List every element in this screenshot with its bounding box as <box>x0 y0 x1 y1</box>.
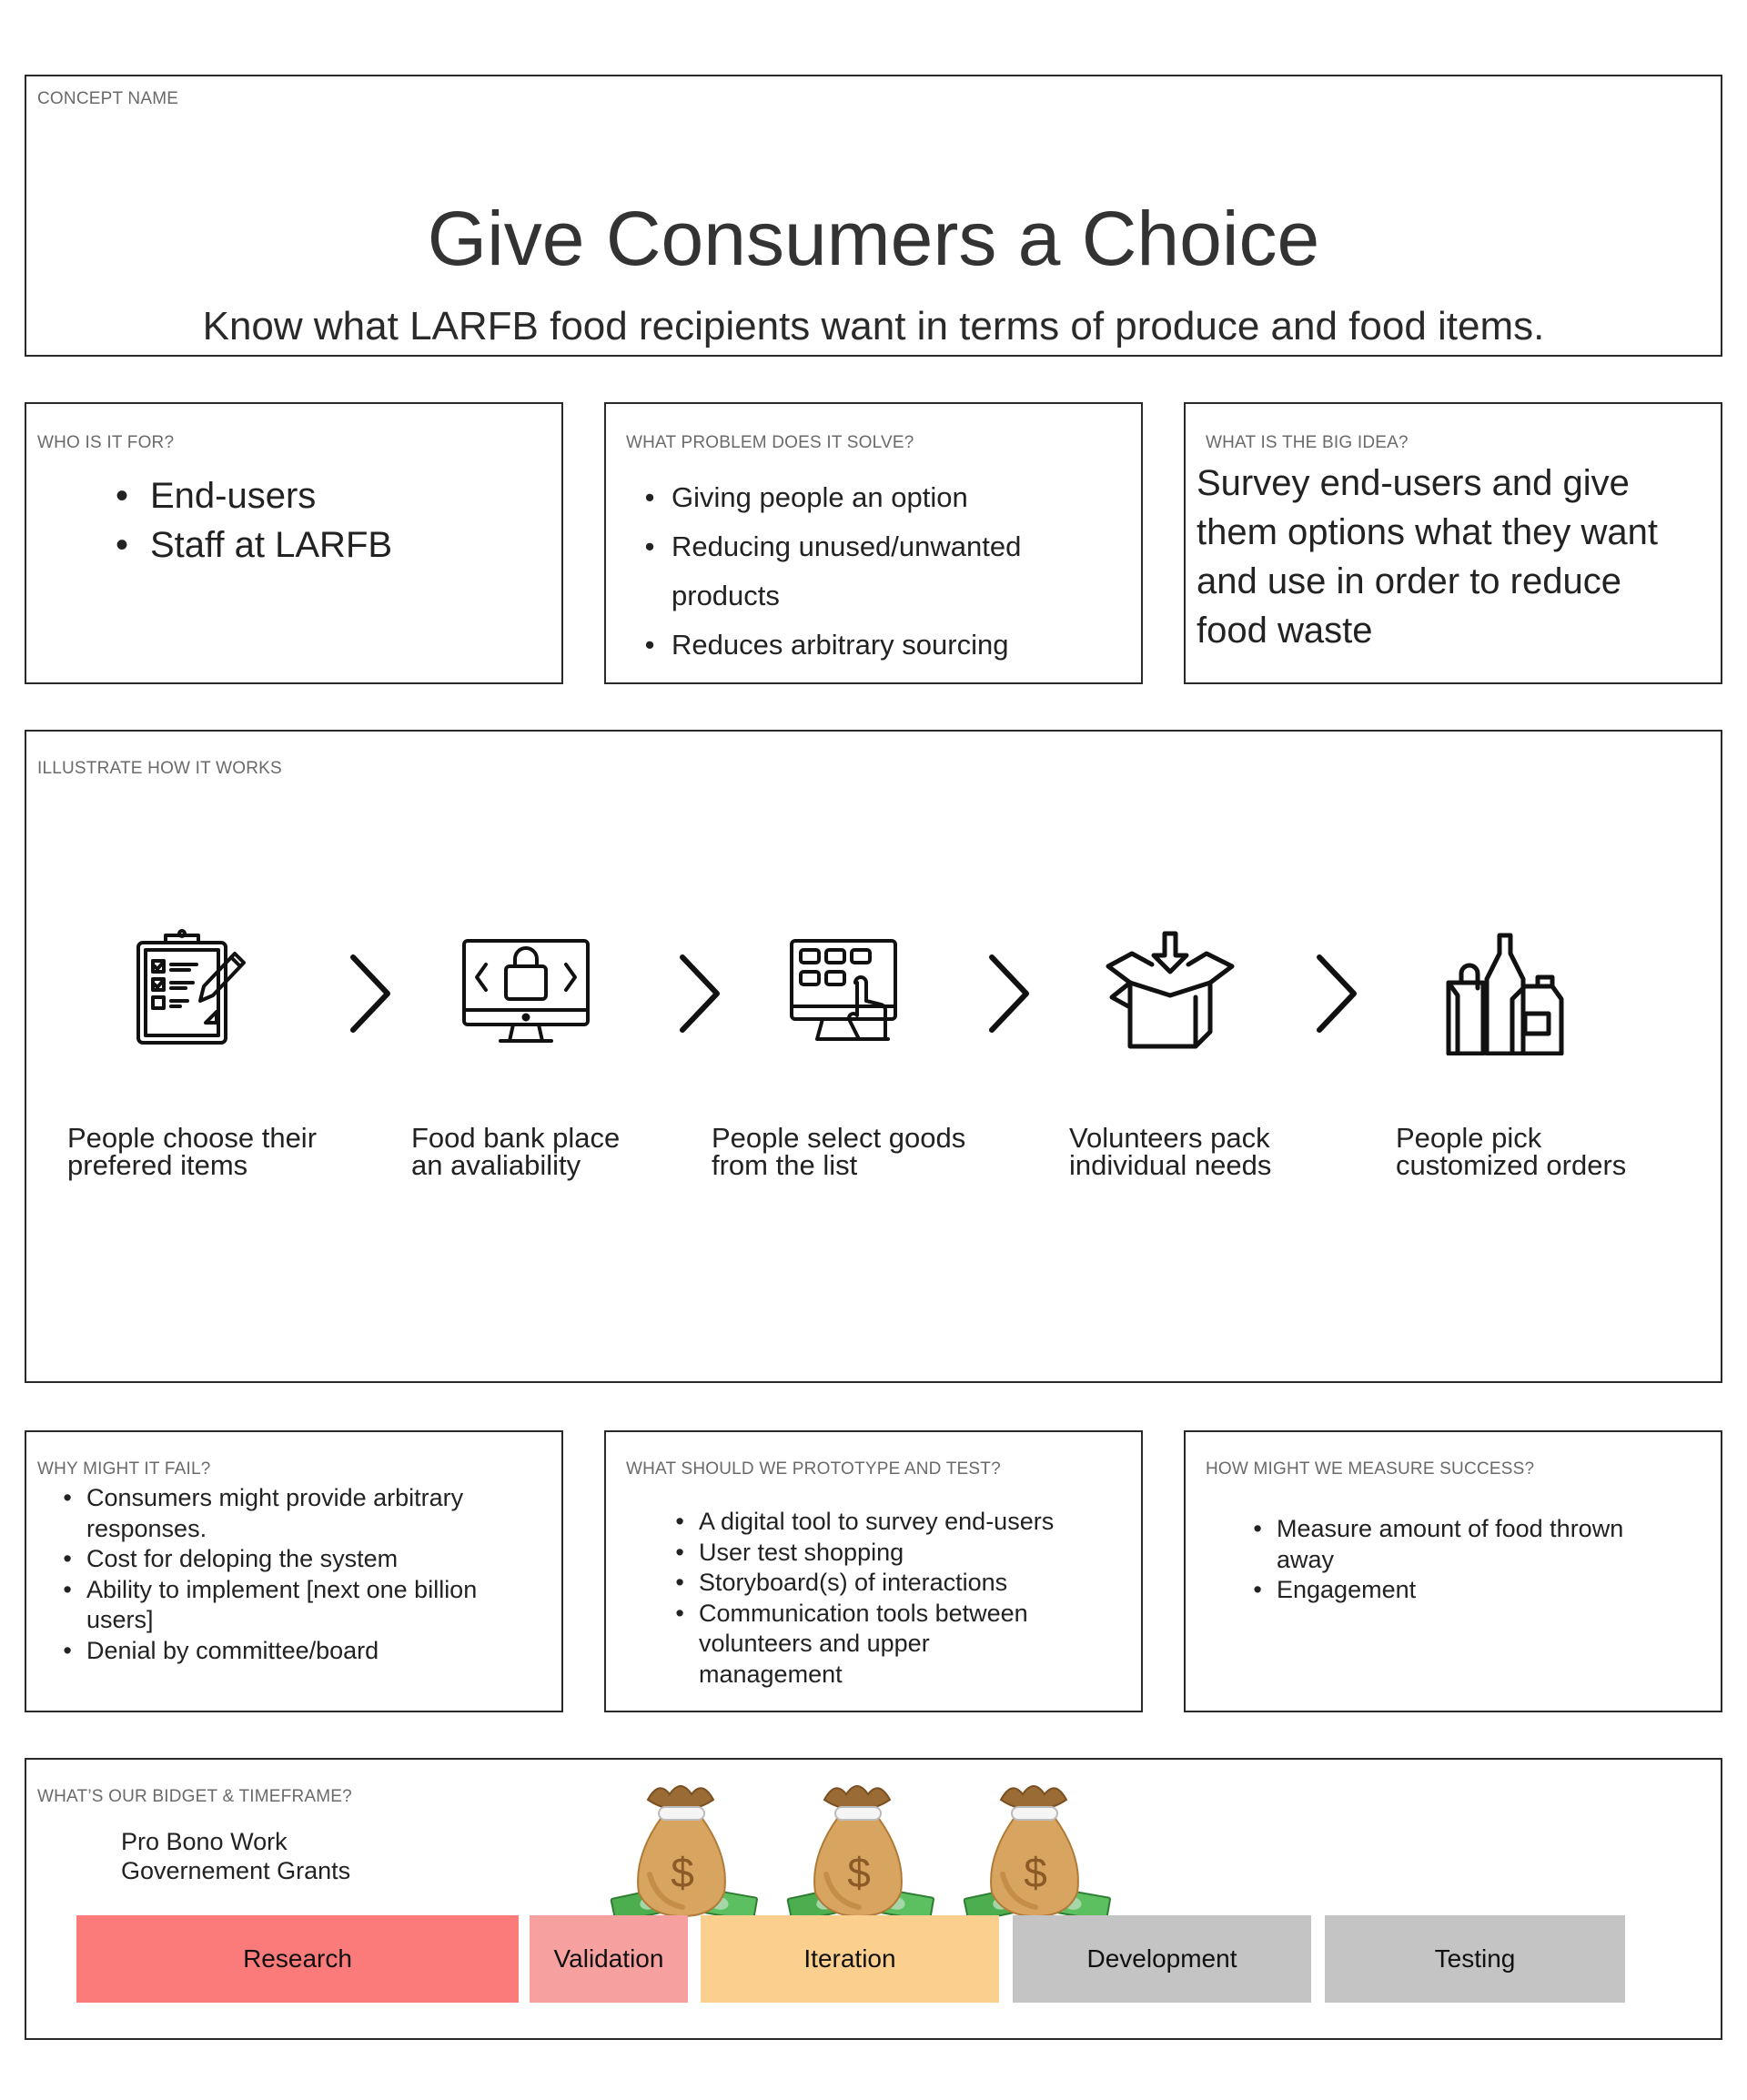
step-caption-line: an avaliability <box>411 1149 581 1181</box>
grocery-bag-icon <box>1443 932 1570 1055</box>
fail-card <box>25 1430 563 1712</box>
list-item: • Measure amount of food thrown away <box>1277 1514 1668 1575</box>
list-item: • Engagement <box>1277 1575 1668 1606</box>
list-item: • End-users <box>150 471 392 520</box>
step-caption <box>1069 1122 1272 1181</box>
money-bag-symbol: $ <box>847 1849 871 1896</box>
concept-subtitle: Know what LARFB food recipients want in terms of produce and food items. <box>202 304 1545 348</box>
step-caption-line: People select goods <box>712 1122 966 1154</box>
money-bag-icon <box>606 1774 762 1929</box>
fail-list <box>86 1483 514 1666</box>
prototype-list <box>699 1507 1063 1690</box>
phase-validation: Validation <box>530 1915 688 2003</box>
problem-list <box>672 473 1099 670</box>
list-item: • Ability to implement [next one billion users] <box>86 1575 514 1636</box>
kiosk-selection-icon <box>788 937 903 1048</box>
fail-label: WHY MIGHT IT FAIL? <box>37 1459 211 1479</box>
step-caption <box>712 1122 966 1181</box>
success-list <box>1277 1514 1668 1606</box>
step-caption-line: customized orders <box>1396 1149 1627 1181</box>
concept-label: CONCEPT NAME <box>37 89 179 108</box>
step-caption-line: individual needs <box>1069 1149 1272 1181</box>
step-caption <box>411 1122 621 1181</box>
problem-card <box>604 402 1143 684</box>
who-list <box>150 471 392 570</box>
big-idea-card <box>1184 402 1722 684</box>
list-item: • Staff at LARFB <box>150 520 392 570</box>
clipboard-checklist-icon <box>133 928 251 1046</box>
illustrate-card <box>25 730 1722 1383</box>
budget-line: Governement Grants <box>121 1857 351 1884</box>
step-caption-line: from the list <box>712 1149 858 1181</box>
list-item: • A digital tool to survey end-users <box>699 1507 1063 1538</box>
success-card <box>1184 1430 1722 1712</box>
step-caption <box>67 1122 318 1181</box>
who-card <box>25 402 563 684</box>
prototype-card <box>604 1430 1143 1712</box>
concept-title: Give Consumers a Choice <box>427 196 1320 281</box>
who-label: WHO IS IT FOR? <box>37 433 175 452</box>
money-bag-symbol: $ <box>1024 1849 1047 1896</box>
problem-label: WHAT PROBLEM DOES IT SOLVE? <box>626 433 914 452</box>
big-idea-label: WHAT IS THE BIG IDEA? <box>1206 433 1409 452</box>
money-bag-icon <box>959 1774 1116 1929</box>
budget-line: Pro Bono Work <box>121 1828 288 1855</box>
phase-research: Research <box>76 1915 519 2003</box>
big-idea-text: Survey end-users and give them options what they want and use in order to reduce food waste <box>1197 463 1658 651</box>
money-bag-symbol: $ <box>671 1849 694 1896</box>
online-shop-monitor-icon <box>460 937 591 1048</box>
list-item: • Denial by committee/board <box>86 1636 514 1667</box>
list-item: • Consumers might provide arbitrary responses. <box>86 1483 514 1544</box>
step-caption-line: People choose their <box>67 1122 318 1154</box>
list-item: • Reducing unused/unwanted products <box>672 522 1099 621</box>
step-caption-line: Food bank place <box>411 1122 621 1154</box>
list-item: • User test shopping <box>699 1538 1063 1569</box>
success-label: HOW MIGHT WE MEASURE SUCCESS? <box>1206 1459 1535 1479</box>
list-item: • Reduces arbitrary sourcing <box>672 621 1099 670</box>
chevron-right-icon <box>348 952 393 1035</box>
list-item: • Cost for deloping the system <box>86 1544 514 1575</box>
step-caption <box>1396 1122 1627 1181</box>
step-caption-line: prefered items <box>67 1149 248 1181</box>
phase-testing: Testing <box>1325 1915 1625 2003</box>
list-item: • Storyboard(s) of interactions <box>699 1568 1063 1599</box>
list-item: • Giving people an option <box>672 473 1099 522</box>
concept-card <box>25 75 1722 357</box>
phase-iteration: Iteration <box>701 1915 999 2003</box>
prototype-label: WHAT SHOULD WE PROTOTYPE AND TEST? <box>626 1459 1001 1479</box>
step-caption-line: Volunteers pack <box>1069 1122 1270 1154</box>
illustrate-label: ILLUSTRATE HOW IT WORKS <box>37 759 282 778</box>
box-packing-icon <box>1105 930 1236 1055</box>
chevron-right-icon <box>1314 952 1359 1035</box>
budget-label: WHAT’S OUR BIDGET & TIMEFRAME? <box>37 1787 352 1806</box>
phase-development: Development <box>1013 1915 1311 2003</box>
chevron-right-icon <box>986 952 1032 1035</box>
chevron-right-icon <box>677 952 722 1035</box>
money-bag-icon <box>783 1774 939 1929</box>
step-caption-line: People pick <box>1396 1122 1542 1154</box>
list-item: • Communication tools between volunteers and upper management <box>699 1599 1063 1691</box>
